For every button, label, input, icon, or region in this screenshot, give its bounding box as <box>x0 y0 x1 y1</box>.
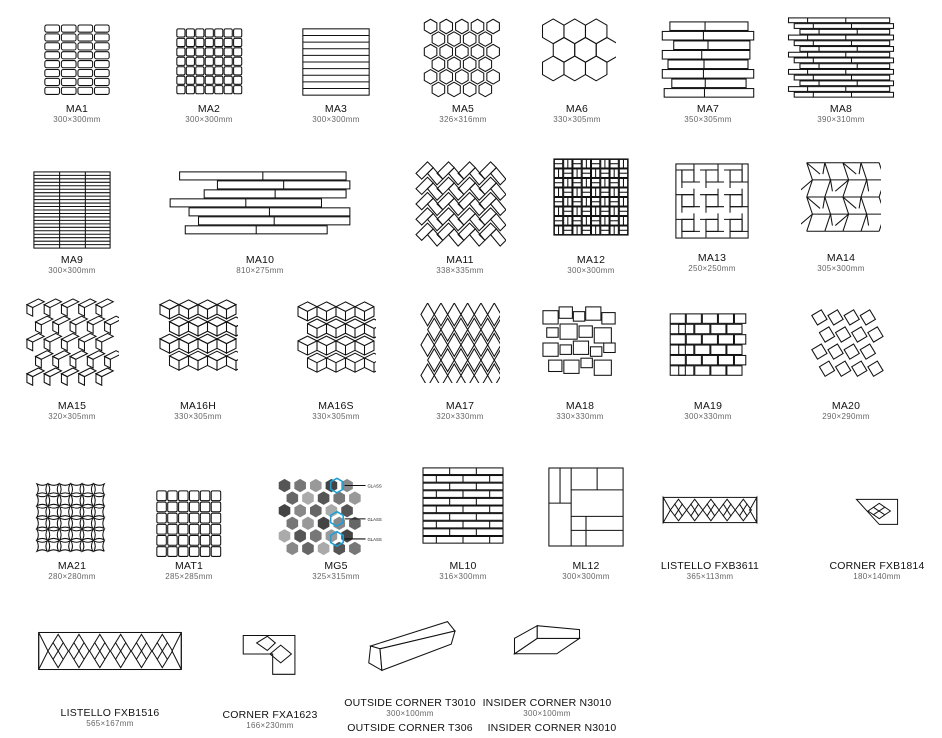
tile-size: 365×113mm <box>686 572 734 581</box>
tile-code: MA16S <box>318 400 354 412</box>
tile-code: MA3 <box>324 103 348 115</box>
tile-size: 300×100mm <box>386 709 434 718</box>
tile-size: 300×300mm <box>562 572 610 581</box>
tile-code: ML12 <box>572 560 600 572</box>
herringbone-pattern <box>414 160 506 248</box>
tile-size: 325×315mm <box>312 572 360 581</box>
tile-size: 390×310mm <box>817 115 865 124</box>
tile-code: MG5 <box>324 560 348 572</box>
corner-piece-pattern <box>852 494 902 528</box>
basketweave-pattern <box>552 157 630 237</box>
extra-label-outside-t306: OUTSIDE CORNER T306 <box>347 722 473 734</box>
tile-code: OUTSIDE CORNER T3010 <box>344 697 476 709</box>
tile-code: MA14 <box>826 252 856 264</box>
tile-size: 300×100mm <box>523 709 571 718</box>
diamond-pattern <box>420 303 500 383</box>
tile-code: CORNER FXA1623 <box>222 709 318 721</box>
tile-size: 300×300mm <box>48 266 96 275</box>
staggered-plank-pattern <box>660 20 756 100</box>
tile-size: 250×250mm <box>688 264 736 273</box>
tile-size: 280×280mm <box>48 572 96 581</box>
tile-size: 285×285mm <box>165 572 213 581</box>
rounded-grid-pattern <box>42 22 112 98</box>
tile-code: MAT1 <box>174 560 204 572</box>
tile-code: LISTELLO FXB3611 <box>660 560 760 572</box>
wave-grid-pattern <box>35 482 109 556</box>
random-square-pattern <box>541 305 619 381</box>
tile-code: MA9 <box>60 254 84 266</box>
linear-brick-pattern <box>421 466 505 546</box>
tile-size: 300×300mm <box>185 115 233 124</box>
tile-size: 290×290mm <box>822 412 870 421</box>
brick-pattern <box>668 312 748 380</box>
woven-3d-pattern <box>25 297 119 391</box>
tile-size: 300×300mm <box>312 115 360 124</box>
tile-size: 330×330mm <box>556 412 604 421</box>
tile-code: MA7 <box>696 103 720 115</box>
tile-code: MA1 <box>65 103 89 115</box>
tile-code: MA16H <box>179 400 216 412</box>
square-grid-pattern <box>174 26 244 98</box>
large-hexagon-pattern <box>538 16 616 98</box>
curved-square-pattern <box>154 488 224 560</box>
border-strip-pattern <box>658 492 762 528</box>
tile-size: 320×330mm <box>436 412 484 421</box>
tile-size: 166×230mm <box>246 721 294 730</box>
staggered-strip-pattern <box>786 16 896 100</box>
inside-corner-pattern <box>512 622 582 674</box>
tile-code: MA12 <box>576 254 606 266</box>
tile-size: 330×305mm <box>174 412 222 421</box>
long-plank-pattern <box>165 170 355 240</box>
tile-code: LISTELLO FXB1516 <box>60 707 160 719</box>
tile-code: MA5 <box>451 103 475 115</box>
tile-code: MA13 <box>697 252 727 264</box>
tile-size: 338×335mm <box>436 266 484 275</box>
tile-size: 326×316mm <box>439 115 487 124</box>
corner-border-pattern <box>241 630 299 678</box>
tile-size: 330×305mm <box>312 412 360 421</box>
tile-code: MA8 <box>829 103 853 115</box>
glass-label: GLASS <box>367 516 382 522</box>
tile-size: 320×305mm <box>48 412 96 421</box>
tile-code: MA20 <box>831 400 861 412</box>
tile-code: CORNER FXB1814 <box>829 560 925 572</box>
tile-size: 316×300mm <box>439 572 487 581</box>
tile-code: MA19 <box>693 400 723 412</box>
linear-strip-pattern <box>300 26 372 98</box>
outside-corner-pattern <box>360 616 460 676</box>
tile-code: MA6 <box>565 103 589 115</box>
tile-size: 305×300mm <box>817 264 865 273</box>
tile-code: MA17 <box>445 400 475 412</box>
tile-size: 330×305mm <box>553 115 601 124</box>
tile-code: INSIDER CORNER N3010 <box>482 697 612 709</box>
tile-code: MA10 <box>245 254 275 266</box>
glass-hexagon-pattern <box>274 476 398 558</box>
tile-size: 810×275mm <box>236 266 284 275</box>
tile-size: 565×167mm <box>86 719 134 728</box>
glass-label: GLASS <box>367 483 382 489</box>
tile-code: MA15 <box>57 400 87 412</box>
tile-code: ML10 <box>449 560 477 572</box>
tile-code: MA11 <box>446 254 474 266</box>
pentagon-pattern <box>801 157 881 237</box>
brick-strip-pattern <box>32 170 112 250</box>
tile-size: 300×330mm <box>684 412 732 421</box>
small-hexagon-pattern <box>420 16 506 98</box>
cube-outline-pattern <box>296 300 376 376</box>
tile-code: MA2 <box>197 103 221 115</box>
tile-size: 300×300mm <box>53 115 101 124</box>
tile-size: 350×305mm <box>684 115 732 124</box>
rotated-square-pattern <box>808 306 884 382</box>
cube-3d-pattern <box>158 298 238 374</box>
pinwheel-pattern <box>674 162 750 240</box>
long-border-pattern <box>33 626 187 676</box>
large-basketweave-pattern <box>547 466 625 548</box>
tile-size: 300×300mm <box>567 266 615 275</box>
tile-size: 180×140mm <box>853 572 901 581</box>
tile-code: MA18 <box>565 400 595 412</box>
glass-label: GLASS <box>367 536 382 542</box>
extra-label-insider-n3010: INSIDER CORNER N3010 <box>487 722 617 734</box>
tile-code: MA21 <box>57 560 87 572</box>
